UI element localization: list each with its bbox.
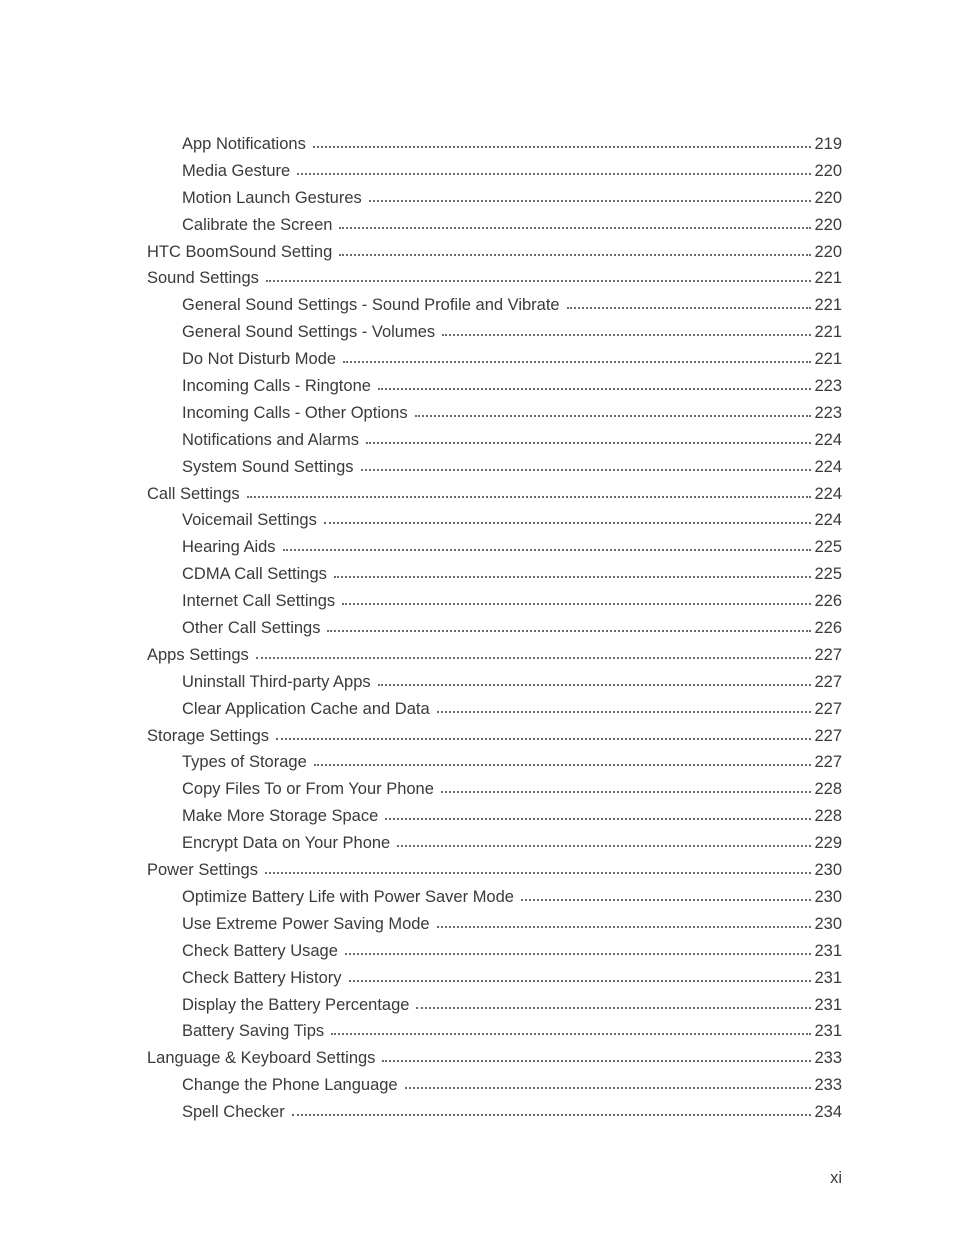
toc-entry-title: Incoming Calls - Other Options <box>182 403 408 422</box>
toc-entry-title: Calibrate the Screen <box>182 215 333 234</box>
toc-entry-title: App Notifications <box>182 135 306 153</box>
dot-leader <box>361 468 812 471</box>
dot-leader <box>297 172 811 175</box>
toc-entry-page: 234 <box>814 1103 842 1122</box>
toc-entry[interactable] <box>147 669 842 696</box>
toc-entry-title: Uninstall Third-party Apps <box>182 672 371 691</box>
toc-entry-title: Copy Files To or From Your Phone <box>182 780 434 799</box>
toc-entry[interactable] <box>147 749 842 776</box>
dot-leader <box>292 1113 812 1116</box>
toc-entry-page: 227 <box>814 753 842 772</box>
toc-entry[interactable] <box>147 454 842 481</box>
toc-entry-title: Hearing Aids <box>182 538 276 557</box>
toc-entry-page: 228 <box>814 780 842 799</box>
dot-leader <box>327 629 811 632</box>
toc-entry[interactable] <box>147 938 842 965</box>
dot-leader <box>256 656 812 659</box>
toc-entry[interactable] <box>147 1099 842 1126</box>
toc-entry-title: Clear Application Cache and Data <box>182 699 430 718</box>
toc-entry-page: 224 <box>814 430 842 449</box>
dot-leader <box>366 441 811 444</box>
toc-entry-title: Notifications and Alarms <box>182 430 359 449</box>
dot-leader <box>339 253 811 256</box>
dot-leader <box>385 817 811 820</box>
toc-entry-title: Use Extreme Power Saving Mode <box>182 914 430 933</box>
dot-leader <box>521 898 812 901</box>
toc-entry-title: Internet Call Settings <box>182 592 336 611</box>
toc-entry-page: 223 <box>814 377 842 396</box>
dot-leader <box>266 279 812 282</box>
toc-entry[interactable] <box>147 911 842 938</box>
toc-entry[interactable] <box>147 158 842 185</box>
dot-leader <box>369 199 812 202</box>
toc-entry-page: 219 <box>814 135 842 153</box>
toc-entry-title: Display the Battery Percentage <box>182 995 410 1014</box>
toc-entry[interactable] <box>147 965 842 992</box>
dot-leader <box>334 575 812 578</box>
toc-entry-page: 220 <box>814 188 842 207</box>
toc-entry-title: Spell Checker <box>182 1103 285 1122</box>
toc-entry-page: 227 <box>814 672 842 691</box>
dot-leader <box>276 737 811 740</box>
toc-entry[interactable] <box>147 185 842 212</box>
table-of-contents <box>147 131 842 1126</box>
dot-leader <box>382 1059 811 1062</box>
toc-entry-title: Voicemail Settings <box>182 511 317 530</box>
toc-entry-title: General Sound Settings - Sound Profile and Vibrate <box>182 296 560 315</box>
toc-entry-page: 231 <box>814 941 842 960</box>
dot-leader <box>283 548 812 551</box>
toc-entry-page: 233 <box>814 1076 842 1095</box>
toc-entry-page: 227 <box>814 699 842 718</box>
dot-leader <box>247 495 812 498</box>
toc-entry[interactable] <box>147 830 842 857</box>
toc-entry-title: HTC BoomSound Setting <box>147 242 333 261</box>
toc-entry-page: 220 <box>814 215 842 234</box>
toc-entry-page: 230 <box>814 861 842 880</box>
toc-entry[interactable] <box>147 507 842 534</box>
dot-leader <box>345 952 812 955</box>
toc-entry-page: 230 <box>814 914 842 933</box>
dot-leader <box>442 333 811 336</box>
toc-entry[interactable] <box>147 723 842 750</box>
toc-entry[interactable] <box>147 534 842 561</box>
toc-entry[interactable] <box>147 884 842 911</box>
toc-entry[interactable] <box>147 803 842 830</box>
dot-leader <box>339 226 811 229</box>
toc-entry-page: 229 <box>814 834 842 853</box>
toc-entry-title: Types of Storage <box>182 753 307 772</box>
toc-entry-title: Other Call Settings <box>182 619 321 638</box>
toc-entry-title: General Sound Settings - Volumes <box>182 323 436 342</box>
toc-entry[interactable] <box>147 615 842 642</box>
toc-entry-title: Apps Settings <box>147 645 249 664</box>
toc-entry[interactable] <box>147 131 842 158</box>
dot-leader <box>437 710 812 713</box>
toc-entry-page: 230 <box>814 887 842 906</box>
toc-entry-title: Change the Phone Language <box>182 1076 398 1095</box>
toc-entry-page: 225 <box>814 565 842 584</box>
toc-entry[interactable] <box>147 1045 842 1072</box>
toc-entry-title: Battery Saving Tips <box>182 1022 325 1041</box>
toc-entry-page: 227 <box>814 645 842 664</box>
dot-leader <box>405 1086 812 1089</box>
toc-entry-page: 224 <box>814 511 842 530</box>
dot-leader <box>567 306 812 309</box>
toc-entry-page: 233 <box>814 1049 842 1068</box>
dot-leader <box>378 387 812 390</box>
dot-leader <box>342 602 811 605</box>
toc-entry[interactable] <box>147 857 842 884</box>
dot-leader <box>397 844 811 847</box>
dot-leader <box>416 1006 811 1009</box>
toc-entry-page: 224 <box>814 484 842 503</box>
toc-entry-title: Media Gesture <box>182 161 291 180</box>
dot-leader <box>415 414 812 417</box>
dot-leader <box>313 145 812 148</box>
toc-entry-title: Make More Storage Space <box>182 807 379 826</box>
dot-leader <box>437 925 812 928</box>
toc-entry-page: 231 <box>814 1022 842 1041</box>
toc-entry-page: 228 <box>814 807 842 826</box>
toc-entry-title: Language & Keyboard Settings <box>147 1049 376 1068</box>
page-number: xi <box>830 1169 842 1187</box>
toc-entry-title: Storage Settings <box>147 726 269 745</box>
toc-entry[interactable] <box>147 292 842 319</box>
toc-entry[interactable] <box>147 992 842 1019</box>
toc-entry[interactable] <box>147 588 842 615</box>
toc-entry-title: Power Settings <box>147 861 258 880</box>
toc-entry-page: 220 <box>814 161 842 180</box>
toc-entry-page: 223 <box>814 403 842 422</box>
toc-entry[interactable] <box>147 427 842 454</box>
toc-entry-page: 231 <box>814 995 842 1014</box>
toc-entry-page: 221 <box>814 350 842 369</box>
toc-entry-title: Do Not Disturb Mode <box>182 350 337 369</box>
toc-entry-page: 227 <box>814 726 842 745</box>
toc-entry-page: 220 <box>814 242 842 261</box>
toc-entry[interactable] <box>147 265 842 292</box>
toc-entry-page: 224 <box>814 457 842 476</box>
toc-entry-page: 221 <box>814 269 842 288</box>
toc-entry[interactable] <box>147 400 842 427</box>
toc-entry[interactable] <box>147 346 842 373</box>
toc-entry[interactable] <box>147 212 842 239</box>
toc-entry-title: Check Battery History <box>182 968 342 987</box>
toc-entry[interactable] <box>147 696 842 723</box>
toc-entry[interactable] <box>147 561 842 588</box>
toc-entry-page: 225 <box>814 538 842 557</box>
toc-entry[interactable] <box>147 373 842 400</box>
toc-entry[interactable] <box>147 319 842 346</box>
toc-entry-title: System Sound Settings <box>182 457 354 476</box>
toc-entry-page: 226 <box>814 592 842 611</box>
toc-entry-title: Incoming Calls - Ringtone <box>182 377 371 396</box>
toc-entry-page: 221 <box>814 323 842 342</box>
toc-entry-title: Check Battery Usage <box>182 941 338 960</box>
toc-entry-title: Call Settings <box>147 484 240 503</box>
toc-entry-title: Encrypt Data on Your Phone <box>182 834 391 853</box>
dot-leader <box>331 1032 811 1035</box>
dot-leader <box>378 683 812 686</box>
dot-leader <box>265 871 811 874</box>
toc-entry-title: CDMA Call Settings <box>182 565 327 584</box>
toc-entry[interactable] <box>147 481 842 508</box>
toc-entry-title: Optimize Battery Life with Power Saver Mode <box>182 887 514 906</box>
dot-leader <box>343 360 811 363</box>
toc-entry[interactable] <box>147 642 842 669</box>
toc-entry-title: Sound Settings <box>147 269 259 288</box>
dot-leader <box>314 763 812 766</box>
dot-leader <box>349 979 812 982</box>
toc-entry[interactable] <box>147 776 842 803</box>
toc-entry[interactable] <box>147 239 842 266</box>
toc-entry[interactable] <box>147 1072 842 1099</box>
dot-leader <box>324 521 812 524</box>
toc-entry[interactable] <box>147 1018 842 1045</box>
toc-entry-page: 231 <box>814 968 842 987</box>
toc-entry-page: 221 <box>814 296 842 315</box>
toc-entry-page: 226 <box>814 619 842 638</box>
toc-entry-title: Motion Launch Gestures <box>182 188 362 207</box>
dot-leader <box>441 790 812 793</box>
